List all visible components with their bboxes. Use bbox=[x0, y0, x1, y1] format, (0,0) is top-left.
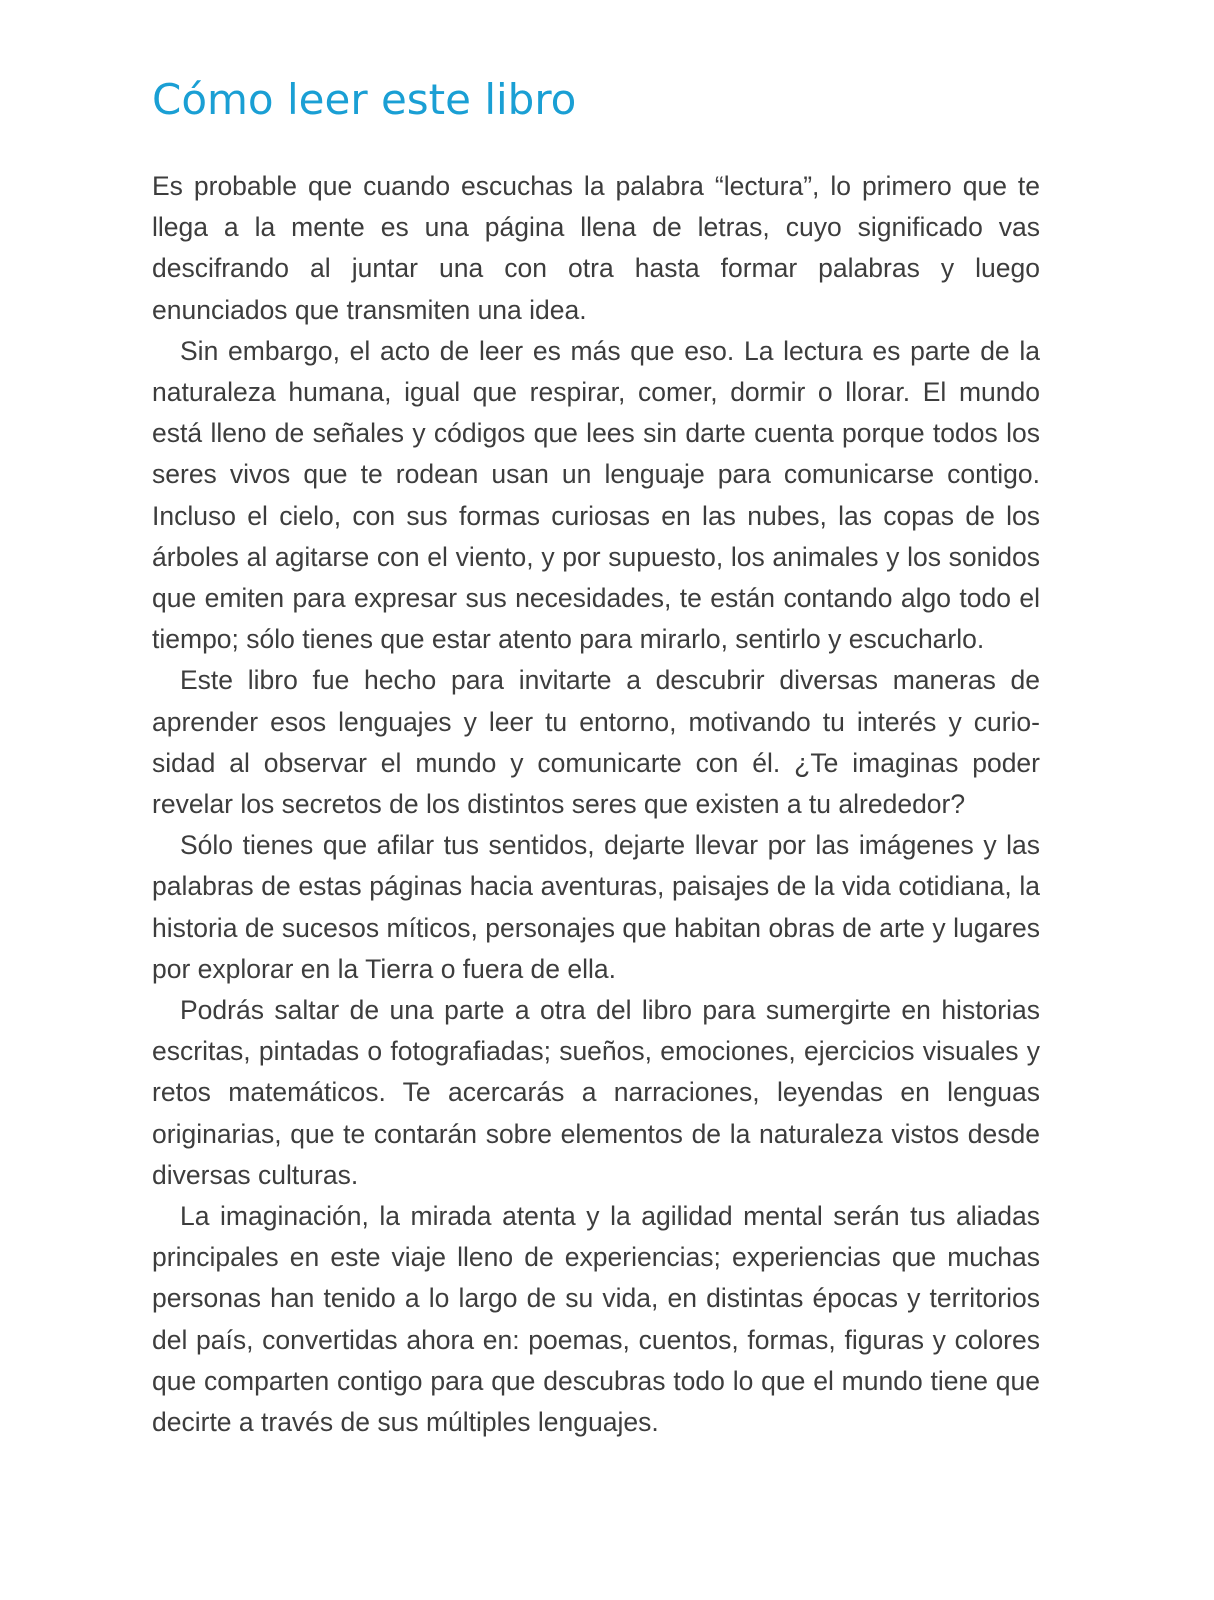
paragraph-1: Es probable que cuando escuchas la palabra “lectura”, lo primero que te llega a la mente es una página llena de letras, cuyo significado vas descifrando al juntar una con otra hasta formar palabras y luego enunciados que transmiten una idea. bbox=[152, 171, 1040, 325]
paragraph-5: Podrás saltar de una parte a otra del libro para sumergirte en historias escritas, pintadas o fotografiadas; sueños, emociones, ejercicios visuales y retos matemáticos. Te acercarás a narraciones, leyendas en lenguas originarias, que te contarán sobre elementos de la naturaleza vistos desde diversas culturas. bbox=[152, 995, 1040, 1190]
body-text bbox=[152, 166, 1040, 1443]
page bbox=[152, 72, 1040, 1443]
paragraph-6: La imaginación, la mirada atenta y la agilidad mental serán tus aliadas principales en este viaje lleno de experiencias; experiencias que muchas personas han tenido a lo largo de su vida, en distintas épocas y territorios del país, convertidas ahora en: poemas, cuentos, formas, figuras y colores que comparten contigo para que descubras todo lo que el mundo tiene que decirte a través de sus múltiples lenguajes. bbox=[152, 1201, 1040, 1438]
paragraph-2: Sin embargo, el acto de leer es más que eso. La lectura es parte de la naturaleza humana, igual que respirar, comer, dormir o llorar. El mundo está lleno de señales y códigos que lees sin darte cuenta porque todos los seres vivos que te rodean usan un lenguaje para comunicarse contigo. Incluso el cielo, con sus formas curiosas en las nubes, las copas de los árboles al agitarse con el viento, y por supuesto, los animales y los sonidos que emiten para expresar sus necesidades, te están contando algo todo el tiempo; sólo tienes que estar atento para mirarlo, sentirlo y escucharlo. bbox=[152, 335, 1040, 655]
paragraph-4: Sólo tienes que afilar tus sentidos, dejarte llevar por las imágenes y las palabras de estas páginas hacia aventuras, paisajes de la vida cotidiana, la historia de sucesos míticos, personajes que habitan obras de arte y lugares por explorar en la Tierra o fuera de ella. bbox=[152, 830, 1040, 984]
page-title: Cómo leer este libro bbox=[152, 75, 577, 124]
paragraph-3: Este libro fue hecho para invitarte a descubrir diversas maneras de aprender esos lenguajes y leer tu entorno, motivando tu interés y curiosidad al observar el mundo y comunicarte con él. ¿Te imaginas poder revelar los secretos de los distintos seres que existen a tu alrededor? bbox=[152, 665, 1040, 820]
